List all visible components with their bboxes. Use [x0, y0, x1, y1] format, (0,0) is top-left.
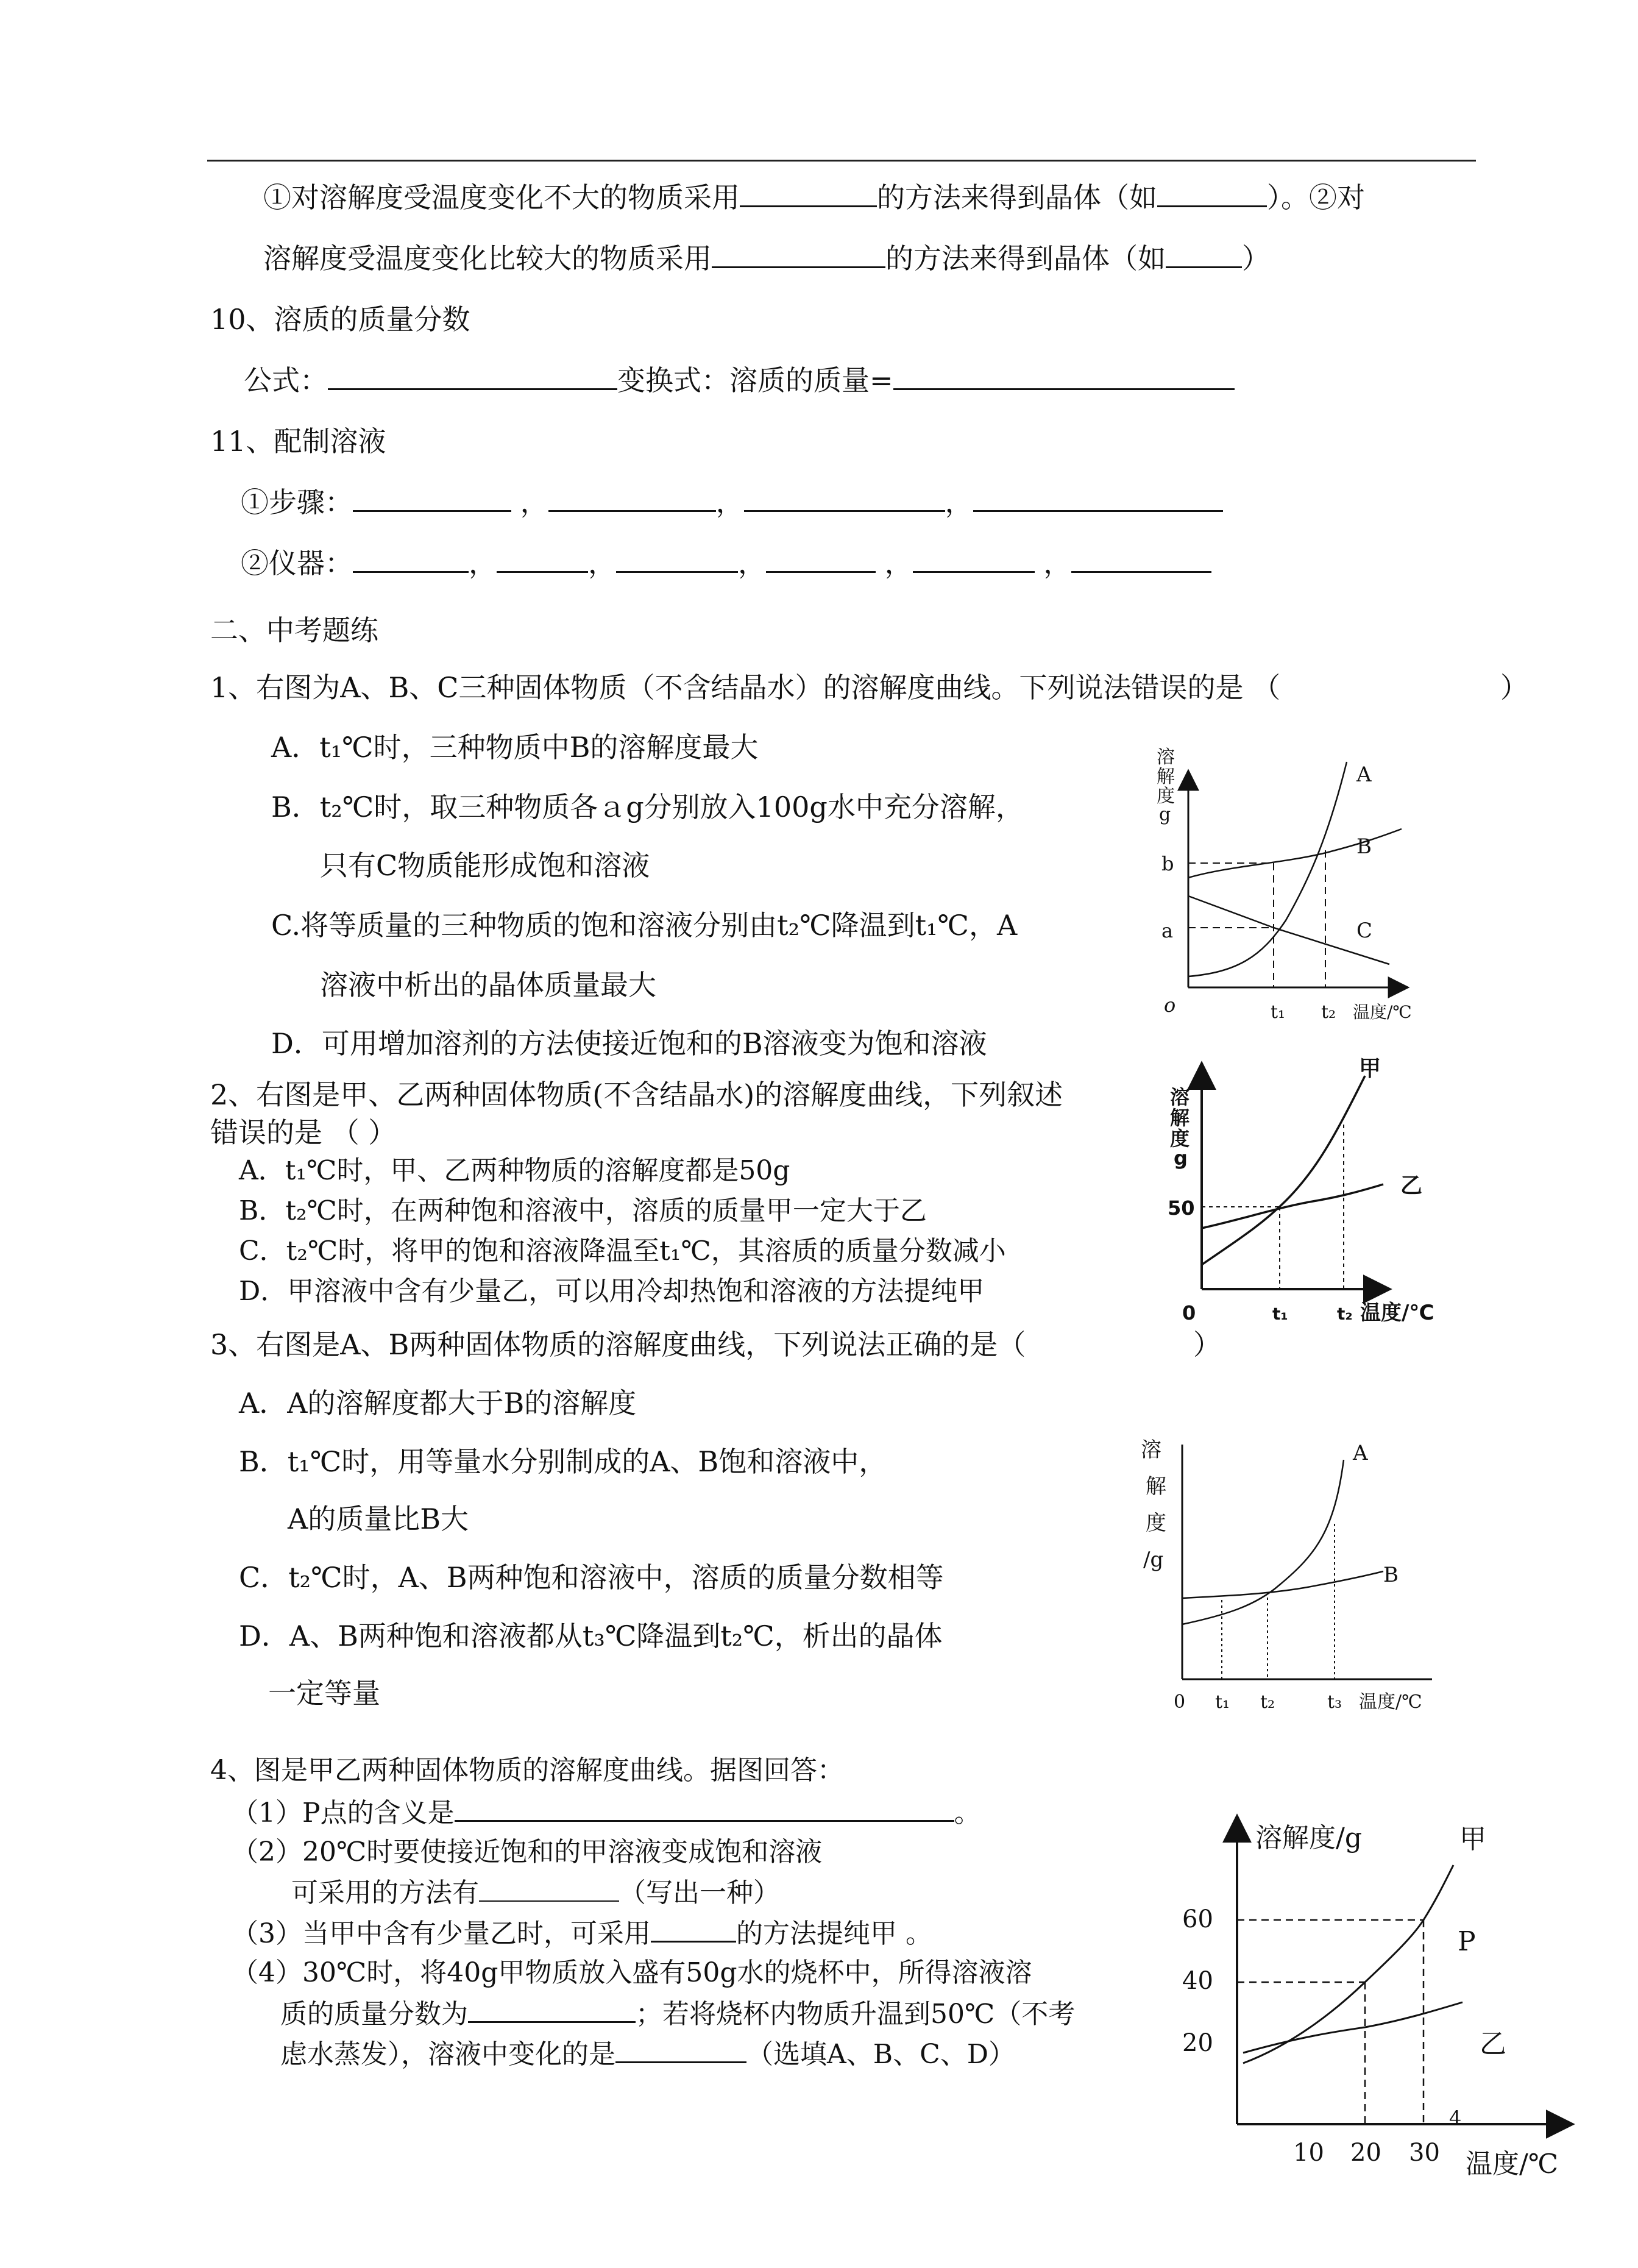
q1-option-c1: C.将等质量的三种物质的饱和溶液分别由t₂℃降温到t₁℃，A	[271, 909, 1018, 942]
fig3-label-a: A	[1353, 1441, 1368, 1465]
inst-blank-6[interactable]	[1071, 547, 1211, 573]
step-blank-2[interactable]	[548, 486, 716, 512]
fig2-xtick-t2: t₂	[1337, 1304, 1353, 1324]
q3-option-b1: B．t₁℃时，用等量水分别制成的A、B饱和溶液中，	[239, 1445, 887, 1478]
fig2-label-jia: 甲	[1359, 1056, 1381, 1081]
fig4-ytick-20: 20	[1182, 2029, 1213, 2057]
fig3-xlabel: 温度/℃	[1359, 1691, 1422, 1713]
q1-close: ）	[1500, 671, 1528, 704]
fig4-ylabel: 溶解度/g	[1255, 1822, 1362, 1854]
step-blank-4[interactable]	[973, 486, 1223, 512]
s9-blank-4[interactable]	[1166, 242, 1242, 268]
s11-title: 11、配制溶液	[210, 425, 386, 458]
fig1-ytick-a: a	[1161, 919, 1174, 942]
q3-stem: 3、右图是A、B两种固体物质的溶解度曲线，下列说法正确的是（	[210, 1328, 1026, 1361]
q1-option-b2: 只有C物质能形成饱和溶液	[320, 849, 650, 882]
fig4-xtick-20: 20	[1350, 2139, 1381, 2167]
fig3-xtick-t1: t₁	[1215, 1691, 1230, 1713]
fig4-point-p: P	[1458, 1926, 1476, 1957]
fig2-ylabel-3: g	[1174, 1146, 1188, 1170]
q4-sub3: （3）当甲中含有少量乙时，可采用 的方法提纯甲 。	[232, 1916, 932, 1950]
q4-sub2b: 可采用的方法有 （写出一种）	[291, 1877, 780, 1908]
figure-4-solubility-chart	[1158, 1804, 1609, 2231]
fig4-label-yi: 乙	[1480, 2028, 1506, 2060]
fig1-ylabel-2: 度	[1157, 786, 1175, 807]
fig4-curve-yi	[1243, 2002, 1462, 2053]
fig1-ylabel-0: 溶	[1157, 747, 1175, 768]
q2-option-c: C．t₂℃时，将甲的饱和溶液降温至t₁℃，其溶质的质量分数减小	[239, 1235, 1006, 1267]
q3-option-c: C．t₂℃时，A、B两种饱和溶液中，溶质的质量分数相等	[239, 1561, 944, 1594]
fig4-label-jia: 甲	[1459, 1824, 1486, 1855]
q4-blank-5[interactable]	[615, 2037, 746, 2063]
q3-option-d1: D．A、B两种饱和溶液都从t₃℃降温到t₂℃，析出的晶体	[239, 1619, 943, 1652]
fig1-ylabel-3: g	[1159, 804, 1171, 825]
fig1-label-b: B	[1356, 834, 1372, 859]
q4-blank-3[interactable]	[651, 1916, 736, 1943]
q4-sub4c: 虑水蒸发），溶液中变化的是 （选填A、B、C、D）	[280, 2037, 1015, 2071]
q3-option-a: A．A的溶解度都大于B的溶解度	[239, 1387, 637, 1420]
fig4-xlabel: 温度/℃	[1466, 2149, 1559, 2180]
figure-3-solubility-chart	[1133, 1432, 1462, 1719]
fig1-xtick-t2: t₂	[1321, 1001, 1336, 1023]
s10-formula-line: 公式： 变换式：溶质的质量=	[244, 363, 1235, 397]
fig1-ylabel-1: 解	[1157, 766, 1175, 787]
fig4-ytick-40: 40	[1182, 1967, 1213, 1995]
fig2-xtick-t1: t₁	[1272, 1304, 1288, 1324]
fig2-ylabel-1: 解	[1170, 1106, 1190, 1129]
fig2-curve-yi	[1202, 1184, 1383, 1228]
q1-option-b1: B．t₂℃时，取三种物质各ａg分别放入100g水中充分溶解，	[271, 791, 1024, 823]
fig4-xtick-10: 10	[1293, 2139, 1324, 2167]
fig4-ytick-60: 60	[1182, 1905, 1213, 1933]
q1-option-c2: 溶液中析出的晶体质量最大	[320, 969, 656, 1001]
transform-blank[interactable]	[893, 364, 1235, 390]
q4-sub2a: （2）20℃时要使接近饱和的甲溶液变成饱和溶液	[232, 1836, 823, 1868]
s9-blank-2[interactable]	[1157, 181, 1267, 207]
q4-stem: 4、图是甲乙两种固体物质的溶解度曲线。据图回答：	[210, 1755, 844, 1786]
s9-blank-1[interactable]	[740, 181, 877, 207]
inst-blank-4[interactable]	[766, 547, 876, 573]
q1-stem: 1、右图为A、B、C三种固体物质（不含结晶水）的溶解度曲线。下列说法错误的是 （	[210, 671, 1281, 704]
fig1-xlabel: 温度/℃	[1353, 1002, 1412, 1022]
fig3-ylabel-3: /g	[1143, 1548, 1164, 1572]
q2-stem2: 错误的是 （ ）	[210, 1116, 397, 1149]
q1-option-a: A．t₁℃时，三种物质中B的溶解度最大	[271, 731, 759, 764]
fig3-origin: 0	[1174, 1691, 1186, 1713]
q4-blank-2[interactable]	[479, 1876, 619, 1902]
s9-line2: 溶解度受温度变化比较大的物质采用 的方法来得到晶体（如 ）	[263, 242, 1270, 275]
fig3-curve-a	[1182, 1460, 1344, 1624]
fig2-ylabel-0: 溶	[1170, 1086, 1190, 1109]
formula-blank[interactable]	[328, 364, 617, 390]
part2-title: 二、中考题练	[210, 614, 378, 647]
inst-blank-3[interactable]	[616, 547, 738, 573]
s9-line1: ①对溶解度受温度变化不大的物质采用 的方法来得到晶体（如 ）。②对	[263, 181, 1365, 214]
fig2-ylabel-2: 度	[1170, 1127, 1190, 1150]
s11-instruments: ②仪器： ， ， ， ， ，	[241, 546, 1211, 580]
q1-option-d: D．可用增加溶剂的方法使接近饱和的B溶液变为饱和溶液	[271, 1027, 987, 1060]
fig2-ytick-50: 50	[1168, 1196, 1195, 1220]
fig2-xlabel: 温度/℃	[1360, 1301, 1434, 1325]
q3-close: ）	[1193, 1328, 1221, 1361]
q3-option-b2: A的质量比B大	[288, 1502, 469, 1535]
fig3-ylabel-2: 度	[1146, 1511, 1166, 1535]
q4-blank-4[interactable]	[468, 1997, 636, 2023]
fig2-origin: 0	[1182, 1301, 1196, 1324]
inst-blank-2[interactable]	[497, 547, 588, 573]
step-blank-3[interactable]	[744, 486, 945, 512]
fig4-xtick-30: 30	[1409, 2139, 1440, 2167]
s11-steps: ①步骤： ， ， ，	[241, 485, 1223, 519]
fig3-label-b: B	[1383, 1563, 1399, 1587]
fig1-xtick-t1: t₁	[1271, 1001, 1286, 1023]
fig4-stray-mark: 4	[1449, 2106, 1462, 2130]
fig3-ylabel-1: 解	[1146, 1474, 1166, 1499]
q2-stem1: 2、右图是甲、乙两种固体物质(不含结晶水)的溶解度曲线，下列叙述	[210, 1078, 1063, 1111]
s9-blank-3[interactable]	[712, 242, 885, 268]
fig1-ytick-b: b	[1161, 852, 1174, 875]
figure-2-solubility-chart	[1158, 1051, 1462, 1332]
fig4-curve-jia	[1243, 1865, 1453, 2063]
q4-sub1: （1）P点的含义是 。	[232, 1796, 981, 1830]
inst-blank-5[interactable]	[913, 547, 1035, 573]
s10-title: 10、溶质的质量分数	[210, 303, 470, 336]
q2-option-b: B．t₂℃时，在两种饱和溶液中，溶质的质量甲一定大于乙	[239, 1195, 927, 1226]
fig3-ylabel-0: 溶	[1141, 1438, 1161, 1462]
fig2-label-yi: 乙	[1400, 1173, 1423, 1198]
q4-blank-1[interactable]	[455, 1796, 954, 1822]
figure-1-solubility-chart	[1146, 744, 1426, 1030]
inst-blank-1[interactable]	[353, 547, 469, 573]
fig2-curve-jia	[1202, 1076, 1365, 1265]
fig1-label-a: A	[1356, 763, 1372, 787]
q2-option-a: A．t₁℃时，甲、乙两种物质的溶解度都是50g	[239, 1155, 790, 1186]
fig3-curve-b	[1182, 1571, 1383, 1598]
fig3-xtick-t3: t₃	[1327, 1691, 1342, 1713]
q4-sub4a: （4）30℃时，将40g甲物质放入盛有50g水的烧杯中，所得溶液溶	[232, 1957, 1032, 1988]
header-rule	[207, 160, 1476, 162]
fig1-origin: o	[1164, 994, 1176, 1017]
fig3-xtick-t2: t₂	[1260, 1691, 1275, 1713]
q3-option-d2: 一定等量	[268, 1677, 380, 1710]
q4-sub4b: 质的质量分数为 ；若将烧杯内物质升温到50℃（不考	[280, 1997, 1075, 2031]
fig1-label-c: C	[1356, 919, 1373, 943]
q2-option-d: D．甲溶液中含有少量乙，可以用冷却热饱和溶液的方法提纯甲	[239, 1276, 985, 1307]
fig1-curve-a	[1188, 762, 1347, 976]
step-blank-1[interactable]	[353, 486, 511, 512]
